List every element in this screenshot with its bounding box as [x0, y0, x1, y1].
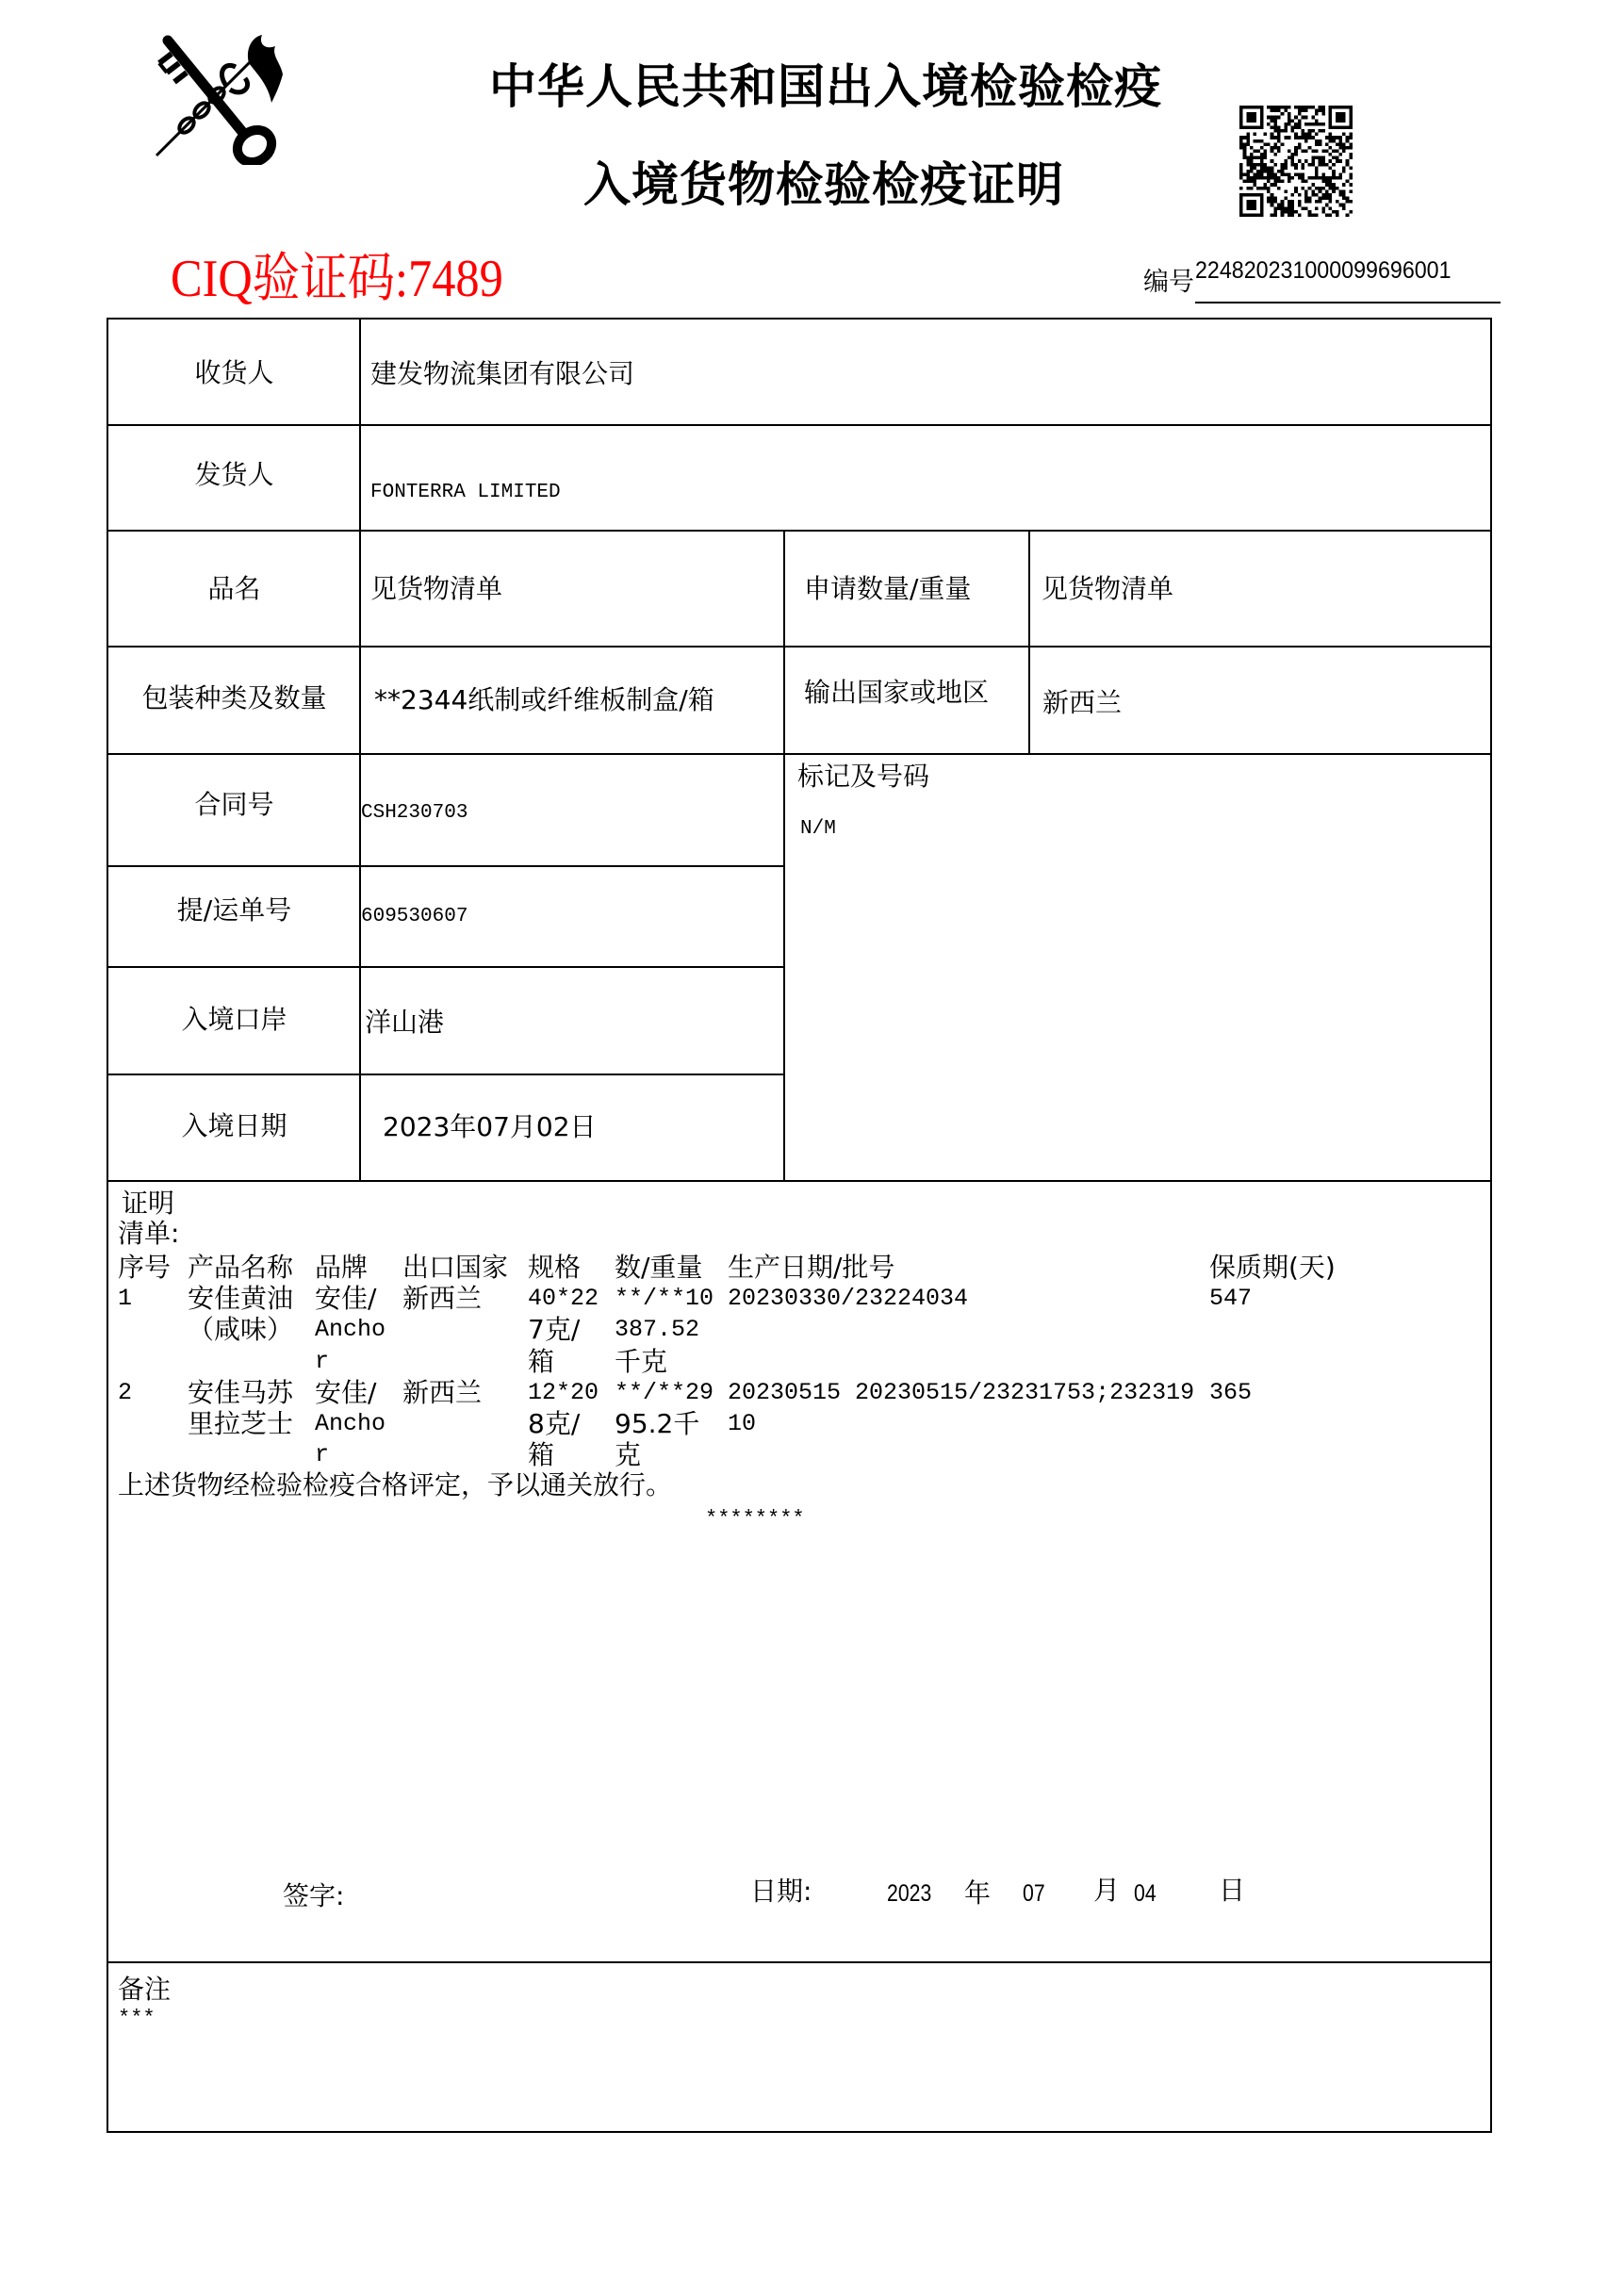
goods-list-column-header: 生产日期/批号 [728, 1252, 895, 1283]
goods-list-column-header: 规格 [528, 1252, 582, 1283]
goods-list-column-header: 数/重量 [615, 1252, 703, 1283]
goods-list-cell-qty: **/**10 [615, 1285, 714, 1312]
issue-date-month: 07 [1023, 1880, 1045, 1907]
goods-list-cell-name: 里拉芝士 [188, 1408, 294, 1439]
goods-list-cell-qty: 387.52 [615, 1316, 700, 1343]
row-divider [107, 646, 1492, 648]
column-divider [1028, 531, 1030, 754]
clearance-statement: 上述货物经检验检疫合格评定，予以通关放行。 [118, 1469, 673, 1500]
ciq-verification-code: CIQ验证码:7489 [171, 250, 503, 308]
remarks-label: 备注 [118, 1974, 172, 2005]
goods-list-cell-name: （咸味） [188, 1314, 294, 1345]
goods-list-cell-prod: 20230515 20230515/23231753;232319 [728, 1379, 1195, 1406]
goods-list-cell-shelf: 547 [1209, 1285, 1253, 1312]
goods-list-cell-brand: r [315, 1348, 330, 1375]
goods-list-cell-prod: 10 [728, 1410, 757, 1437]
row-divider [107, 753, 1492, 755]
goods-list-cell-country: 新西兰 [402, 1377, 483, 1408]
day-unit: 日 [1219, 1875, 1246, 1906]
signature-label: 签字: [283, 1880, 345, 1911]
goods-list-cell-brand: 安佳/ [315, 1283, 377, 1314]
goods-list-cell-qty: **/**29 [615, 1379, 714, 1406]
row-divider [107, 865, 785, 867]
goods-list-cell-spec: 箱 [528, 1439, 555, 1470]
issue-date-label: 日期: [750, 1876, 812, 1907]
entry-port-label: 入境口岸 [181, 1004, 287, 1035]
packaging-label: 包装种类及数量 [141, 682, 327, 713]
goods-list-cell-name: 安佳黄油 [188, 1283, 294, 1314]
goods-list-cell-qty: 95.2千 [615, 1408, 700, 1439]
remarks-value: *** [118, 2007, 156, 2030]
month-unit: 月 [1093, 1875, 1121, 1906]
goods-list-column-header: 保质期(天) [1209, 1252, 1336, 1283]
goods-list-column-header: 产品名称 [188, 1252, 294, 1283]
bill-of-lading-label: 提/运单号 [176, 894, 292, 926]
consignor-label: 发货人 [194, 459, 274, 490]
goods-list-cell-country: 新西兰 [402, 1283, 483, 1314]
qr-code-icon [1239, 106, 1353, 217]
consignor-value: FONTERRA LIMITED [370, 482, 561, 503]
goods-list-cell-spec: 40*22 [528, 1285, 599, 1312]
origin-country-label: 输出国家或地区 [804, 677, 990, 708]
goods-list-cell-spec: 箱 [528, 1346, 555, 1377]
document-title-line2: 入境货物检验检疫证明 [583, 157, 1064, 212]
goods-list-column-header: 品牌 [315, 1252, 369, 1283]
goods-list-cell-seq: 1 [118, 1285, 133, 1312]
goods-list-cell-spec: 8克/ [528, 1408, 581, 1439]
packaging-value: **2344纸制或纤维板制盒/箱 [374, 684, 714, 715]
row-divider [107, 424, 1492, 426]
contract-no-label: 合同号 [194, 789, 274, 820]
entry-date-label: 入境日期 [181, 1110, 287, 1141]
goods-list-cell-seq: 2 [118, 1379, 133, 1406]
column-divider [359, 318, 361, 1181]
goods-list-label: 清单: [118, 1218, 180, 1249]
row-divider [107, 1074, 785, 1075]
marks-value: N/M [800, 818, 836, 840]
goods-list-cell-qty: 克 [615, 1439, 642, 1470]
ciq-emblem-icon [151, 35, 287, 165]
serial-number-value: 224820231000099696001 [1195, 257, 1452, 284]
quantity-weight-value: 见货物清单 [1042, 573, 1174, 604]
row-divider [107, 1180, 1492, 1182]
entry-port-value: 洋山港 [365, 1007, 445, 1038]
row-divider [107, 1961, 1492, 1963]
column-divider [783, 531, 785, 1181]
consignee-label: 收货人 [194, 357, 274, 388]
row-divider [107, 530, 1492, 532]
year-unit: 年 [964, 1877, 992, 1909]
separator-stars: ******** [705, 1507, 805, 1531]
product-name-label: 品名 [207, 573, 261, 604]
serial-number-underline [1195, 302, 1501, 303]
goods-list-cell-brand: Ancho [315, 1410, 386, 1437]
issue-date-day: 04 [1134, 1880, 1156, 1907]
marks-label: 标记及号码 [797, 761, 930, 792]
product-name-value: 见货物清单 [370, 573, 503, 604]
goods-list-cell-brand: Ancho [315, 1316, 386, 1343]
serial-number-label: 编号 [1143, 268, 1194, 297]
row-divider [107, 966, 785, 968]
goods-list-cell-spec: 7克/ [528, 1314, 581, 1345]
entry-date-value: 2023年07月02日 [383, 1111, 597, 1142]
goods-list-cell-brand: 安佳/ [315, 1377, 377, 1408]
bill-of-lading-value: 609530607 [361, 906, 468, 927]
consignee-value: 建发物流集团有限公司 [370, 358, 635, 389]
goods-list-cell-spec: 12*20 [528, 1379, 599, 1406]
origin-country-value: 新西兰 [1042, 687, 1123, 718]
issue-date-year: 2023 [887, 1880, 932, 1907]
goods-list-cell-qty: 千克 [615, 1346, 668, 1377]
document-title-line1: 中华人民共和国出入境检验检疫 [489, 59, 1162, 114]
contract-no-value: CSH230703 [361, 802, 468, 824]
goods-list-column-header: 出口国家 [402, 1252, 509, 1283]
goods-list-cell-prod: 20230330/23224034 [728, 1285, 969, 1312]
goods-list-cell-brand: r [315, 1441, 330, 1468]
goods-list-cell-shelf: 365 [1209, 1379, 1253, 1406]
quantity-weight-label: 申请数量/重量 [804, 573, 972, 604]
goods-list-cell-name: 安佳马苏 [188, 1377, 294, 1408]
certificate-title: 证明 [122, 1188, 175, 1219]
goods-list-column-header: 序号 [118, 1252, 172, 1283]
